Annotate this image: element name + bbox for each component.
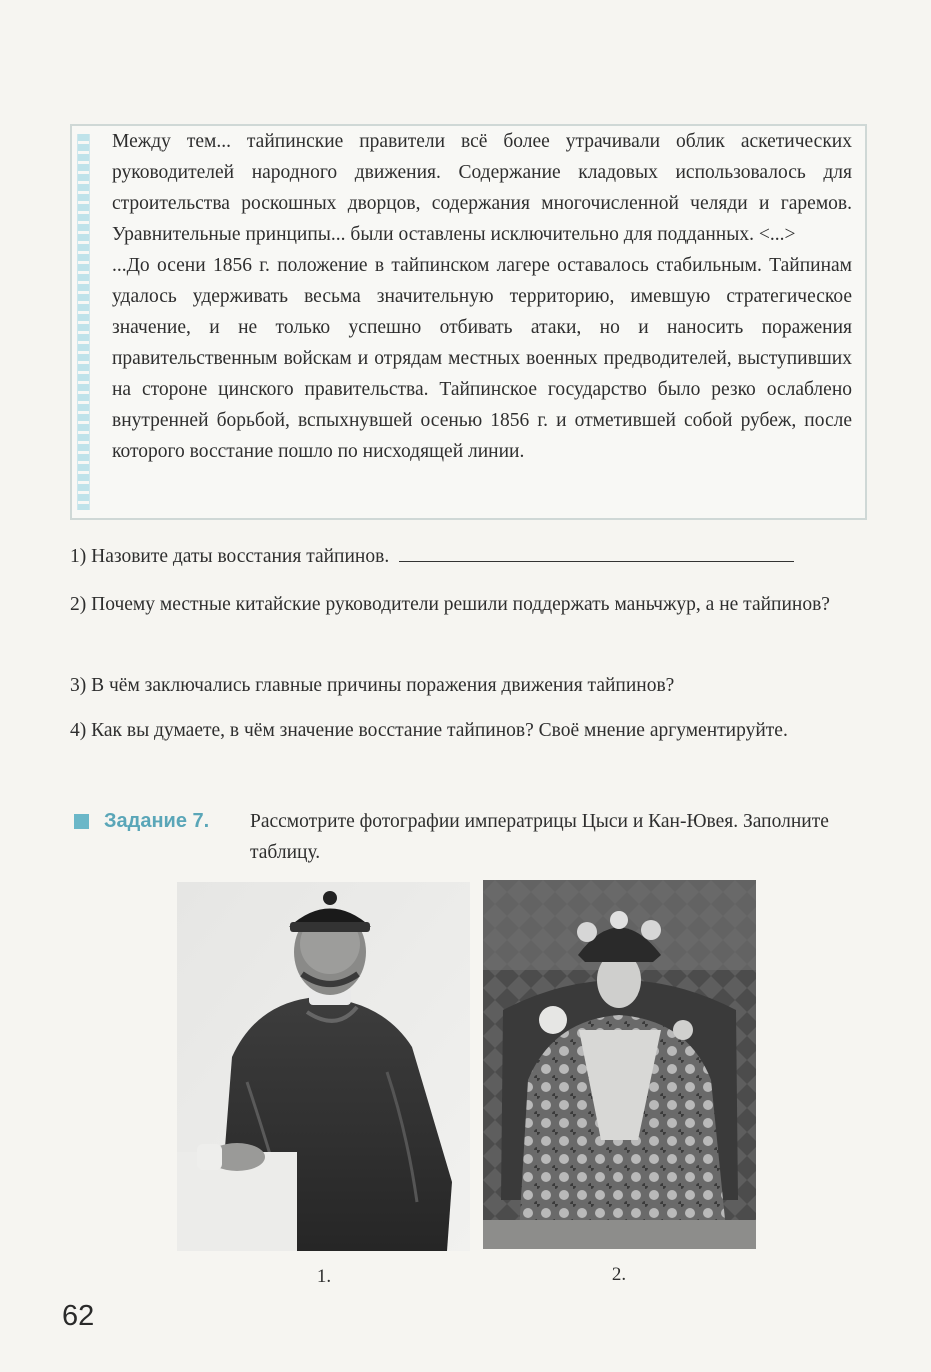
page-number: 62 [62,1300,95,1332]
photo-1-caption: 1. [316,1266,332,1287]
quote-box [70,124,867,520]
quote-text [112,126,852,467]
quote-decorative-stripe [77,134,90,510]
photo-2-caption: 2. [611,1264,627,1285]
portrait-empress-photo [483,880,756,1249]
question-4: 4) Как вы думаете, в чём значение восстание тайпинов? Своё мнение аргументируйте. [70,720,788,741]
question-1 [70,539,870,574]
quote-paragraph-2: ...До осени 1856 г. положение в тайпинском лагере оставалось стабильным. Тайпинам удалось удерживать весьма значительную территорию, имевшую стратегическое значение, и не только успешно отбивать атаки, но и наносить поражения правительственным войскам и отрядам местных военных предводителей, выступивших на стороне цинского правительства. Тайпинское государство было резко ослаблено внутренней борьбой, вспыхнувшей осенью 1856 г. и отметившей собой рубеж, после которого восстание пошло по нисходящей линии. [112,255,852,462]
task-marker-icon [74,814,89,829]
question-1-text: 1) Назовите даты восстания тайпинов. [70,546,390,567]
question-3: 3) В чём заключались главные причины поражения движения тайпинов? [70,675,675,696]
answer-line[interactable] [399,543,794,562]
quote-paragraph-1: Между тем... тайпинские правители всё более утрачивали облик аскетических руководителей народного движения. Содержание кладовых использовалось для строительства роскошных дворцов, содержания многочисленной челяди и гаремов. Уравнительные принципы... были оставлены исключительно для подданных. <...> [112,131,852,245]
task-label: Задание 7. [104,810,210,832]
task-text: Рассмотрите фотографии императрицы Цыси и Кан-Ювея. Заполните таблицу. [250,811,829,863]
portrait-man-photo [177,882,470,1251]
question-2: 2) Почему местные китайские руководители решили поддержать маньчжур, а не тайпинов? [70,594,830,615]
